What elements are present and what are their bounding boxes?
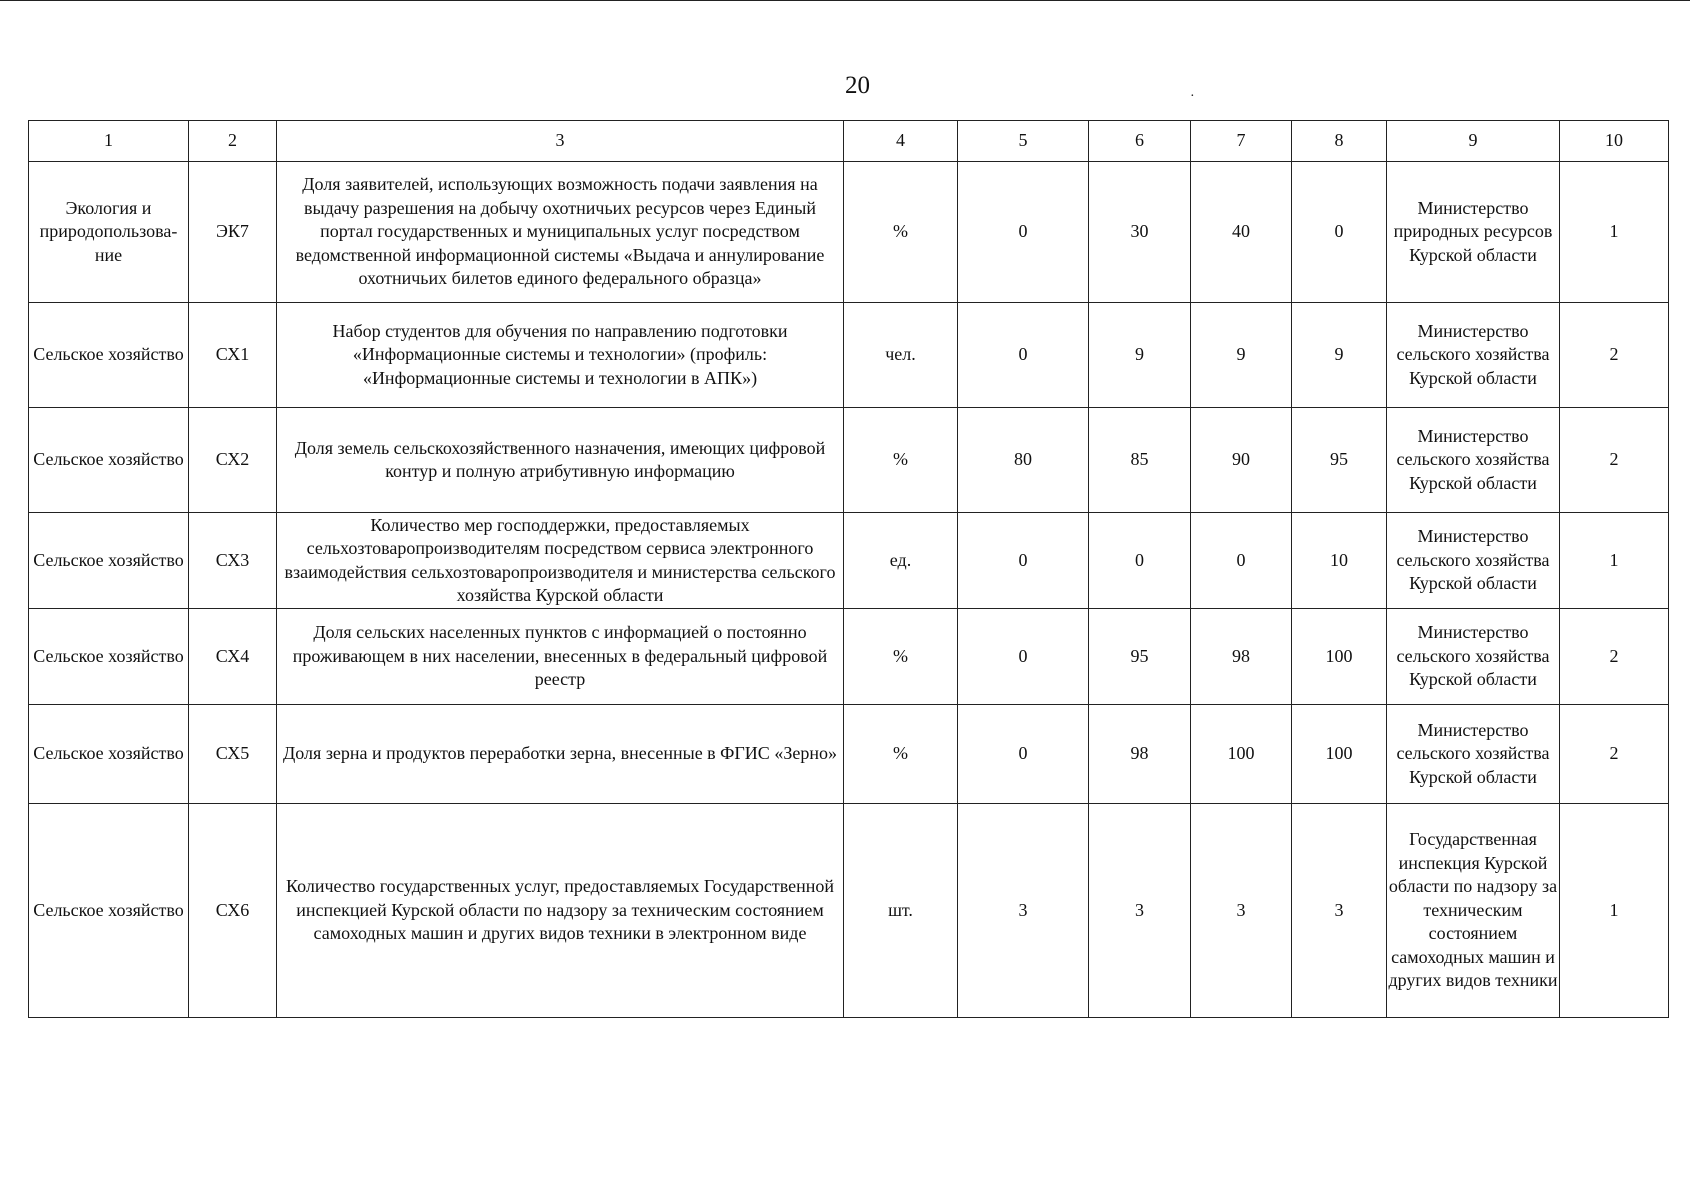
- value-col7-cell: 98: [1191, 609, 1292, 705]
- sector-cell: Сельское хозяйство: [29, 705, 189, 804]
- agency-cell: Государственная инспекция Курской области по надзору за техническим состоянием самоходных машин и других видов техники: [1387, 804, 1560, 1018]
- code-cell: СХ1: [189, 303, 277, 408]
- agency-cell: Министерство природных ресурсов Курской области: [1387, 162, 1560, 303]
- value-col10-cell: 1: [1560, 804, 1669, 1018]
- description-cell: Количество мер господдержки, предоставляемых сельхозтоваропроизводителям посредством сервиса электронного взаимодействия сельхозтоваропроизводителя и министерства сельского хозяйства Курской области: [277, 513, 844, 609]
- unit-cell: %: [844, 705, 958, 804]
- value-col5-cell: 0: [958, 609, 1089, 705]
- code-cell: СХ3: [189, 513, 277, 609]
- value-col10-cell: 1: [1560, 162, 1669, 303]
- description-cell: Количество государственных услуг, предоставляемых Государственной инспекцией Курской области по надзору за техническим состоянием самоходных машин и других видов техники в электронном виде: [277, 804, 844, 1018]
- header-cell-7: 7: [1191, 121, 1292, 162]
- sector-cell: Сельское хозяйство: [29, 303, 189, 408]
- code-cell: СХ4: [189, 609, 277, 705]
- value-col6-cell: 3: [1089, 804, 1191, 1018]
- value-col8-cell: 0: [1292, 162, 1387, 303]
- agency-cell: Министерство сельского хозяйства Курской области: [1387, 609, 1560, 705]
- value-col10-cell: 2: [1560, 408, 1669, 513]
- value-col5-cell: 80: [958, 408, 1089, 513]
- sector-cell: Сельское хозяйство: [29, 513, 189, 609]
- value-col8-cell: 100: [1292, 705, 1387, 804]
- value-col6-cell: 98: [1089, 705, 1191, 804]
- value-col7-cell: 9: [1191, 303, 1292, 408]
- value-col8-cell: 9: [1292, 303, 1387, 408]
- value-col10-cell: 2: [1560, 303, 1669, 408]
- table-row: [29, 609, 1669, 705]
- header-cell-9: 9: [1387, 121, 1560, 162]
- description-cell: Доля земель сельскохозяйственного назначения, имеющих цифровой контур и полную атрибутивную информацию: [277, 408, 844, 513]
- value-col7-cell: 40: [1191, 162, 1292, 303]
- description-cell: Набор студентов для обучения по направлению подготовки «Информационные системы и технологии» (профиль: «Информационные системы и технологии в АПК»): [277, 303, 844, 408]
- header-cell-1: 1: [29, 121, 189, 162]
- value-col5-cell: 0: [958, 705, 1089, 804]
- code-cell: СХ2: [189, 408, 277, 513]
- header-row: [29, 121, 1669, 162]
- value-col7-cell: 90: [1191, 408, 1292, 513]
- indicators-table: [28, 120, 1669, 1018]
- agency-cell: Министерство сельского хозяйства Курской области: [1387, 303, 1560, 408]
- page-number: 20: [845, 72, 870, 99]
- sector-cell: Сельское хозяйство: [29, 609, 189, 705]
- unit-cell: %: [844, 162, 958, 303]
- agency-cell: Министерство сельского хозяйства Курской области: [1387, 705, 1560, 804]
- value-col8-cell: 3: [1292, 804, 1387, 1018]
- value-col10-cell: 2: [1560, 705, 1669, 804]
- value-col6-cell: 95: [1089, 609, 1191, 705]
- page-top-border: [0, 0, 1690, 1]
- value-col7-cell: 100: [1191, 705, 1292, 804]
- unit-cell: ед.: [844, 513, 958, 609]
- header-cell-10: 10: [1560, 121, 1669, 162]
- description-cell: Доля зерна и продуктов переработки зерна, внесенные в ФГИС «Зерно»: [277, 705, 844, 804]
- header-cell-2: 2: [189, 121, 277, 162]
- table-row: [29, 804, 1669, 1018]
- value-col5-cell: 0: [958, 162, 1089, 303]
- value-col7-cell: 0: [1191, 513, 1292, 609]
- header-cell-4: 4: [844, 121, 958, 162]
- agency-cell: Министерство сельского хозяйства Курской области: [1387, 513, 1560, 609]
- value-col6-cell: 0: [1089, 513, 1191, 609]
- value-col10-cell: 2: [1560, 609, 1669, 705]
- value-col6-cell: 9: [1089, 303, 1191, 408]
- header-cell-5: 5: [958, 121, 1089, 162]
- value-col6-cell: 30: [1089, 162, 1191, 303]
- description-cell: Доля заявителей, использующих возможность подачи заявления на выдачу разрешения на добычу охотничьих ресурсов через Единый портал государственных и муниципальных услуг посредством ведомственной информационной системы «Выдача и аннулирование охотничьих билетов единого федерального образца»: [277, 162, 844, 303]
- unit-cell: %: [844, 609, 958, 705]
- value-col5-cell: 3: [958, 804, 1089, 1018]
- value-col8-cell: 10: [1292, 513, 1387, 609]
- sector-cell: Экология и природопользова-ние: [29, 162, 189, 303]
- unit-cell: %: [844, 408, 958, 513]
- unit-cell: шт.: [844, 804, 958, 1018]
- value-col8-cell: 100: [1292, 609, 1387, 705]
- value-col10-cell: 1: [1560, 513, 1669, 609]
- code-cell: ЭК7: [189, 162, 277, 303]
- code-cell: СХ6: [189, 804, 277, 1018]
- agency-cell: Министерство сельского хозяйства Курской области: [1387, 408, 1560, 513]
- description-cell: Доля сельских населенных пунктов с информацией о постоянно проживающем в них населении, внесенных в федеральный цифровой реестр: [277, 609, 844, 705]
- table-row: [29, 303, 1669, 408]
- value-col7-cell: 3: [1191, 804, 1292, 1018]
- table-row: [29, 162, 1669, 303]
- code-cell: СХ5: [189, 705, 277, 804]
- value-col5-cell: 0: [958, 513, 1089, 609]
- table-row: [29, 408, 1669, 513]
- header-cell-3: 3: [277, 121, 844, 162]
- unit-cell: чел.: [844, 303, 958, 408]
- sector-cell: Сельское хозяйство: [29, 408, 189, 513]
- value-col6-cell: 85: [1089, 408, 1191, 513]
- value-col8-cell: 95: [1292, 408, 1387, 513]
- sector-cell: Сельское хозяйство: [29, 804, 189, 1018]
- table-row: [29, 513, 1669, 609]
- header-cell-6: 6: [1089, 121, 1191, 162]
- scan-speck: ·: [1190, 89, 1195, 104]
- header-cell-8: 8: [1292, 121, 1387, 162]
- table-row: [29, 705, 1669, 804]
- value-col5-cell: 0: [958, 303, 1089, 408]
